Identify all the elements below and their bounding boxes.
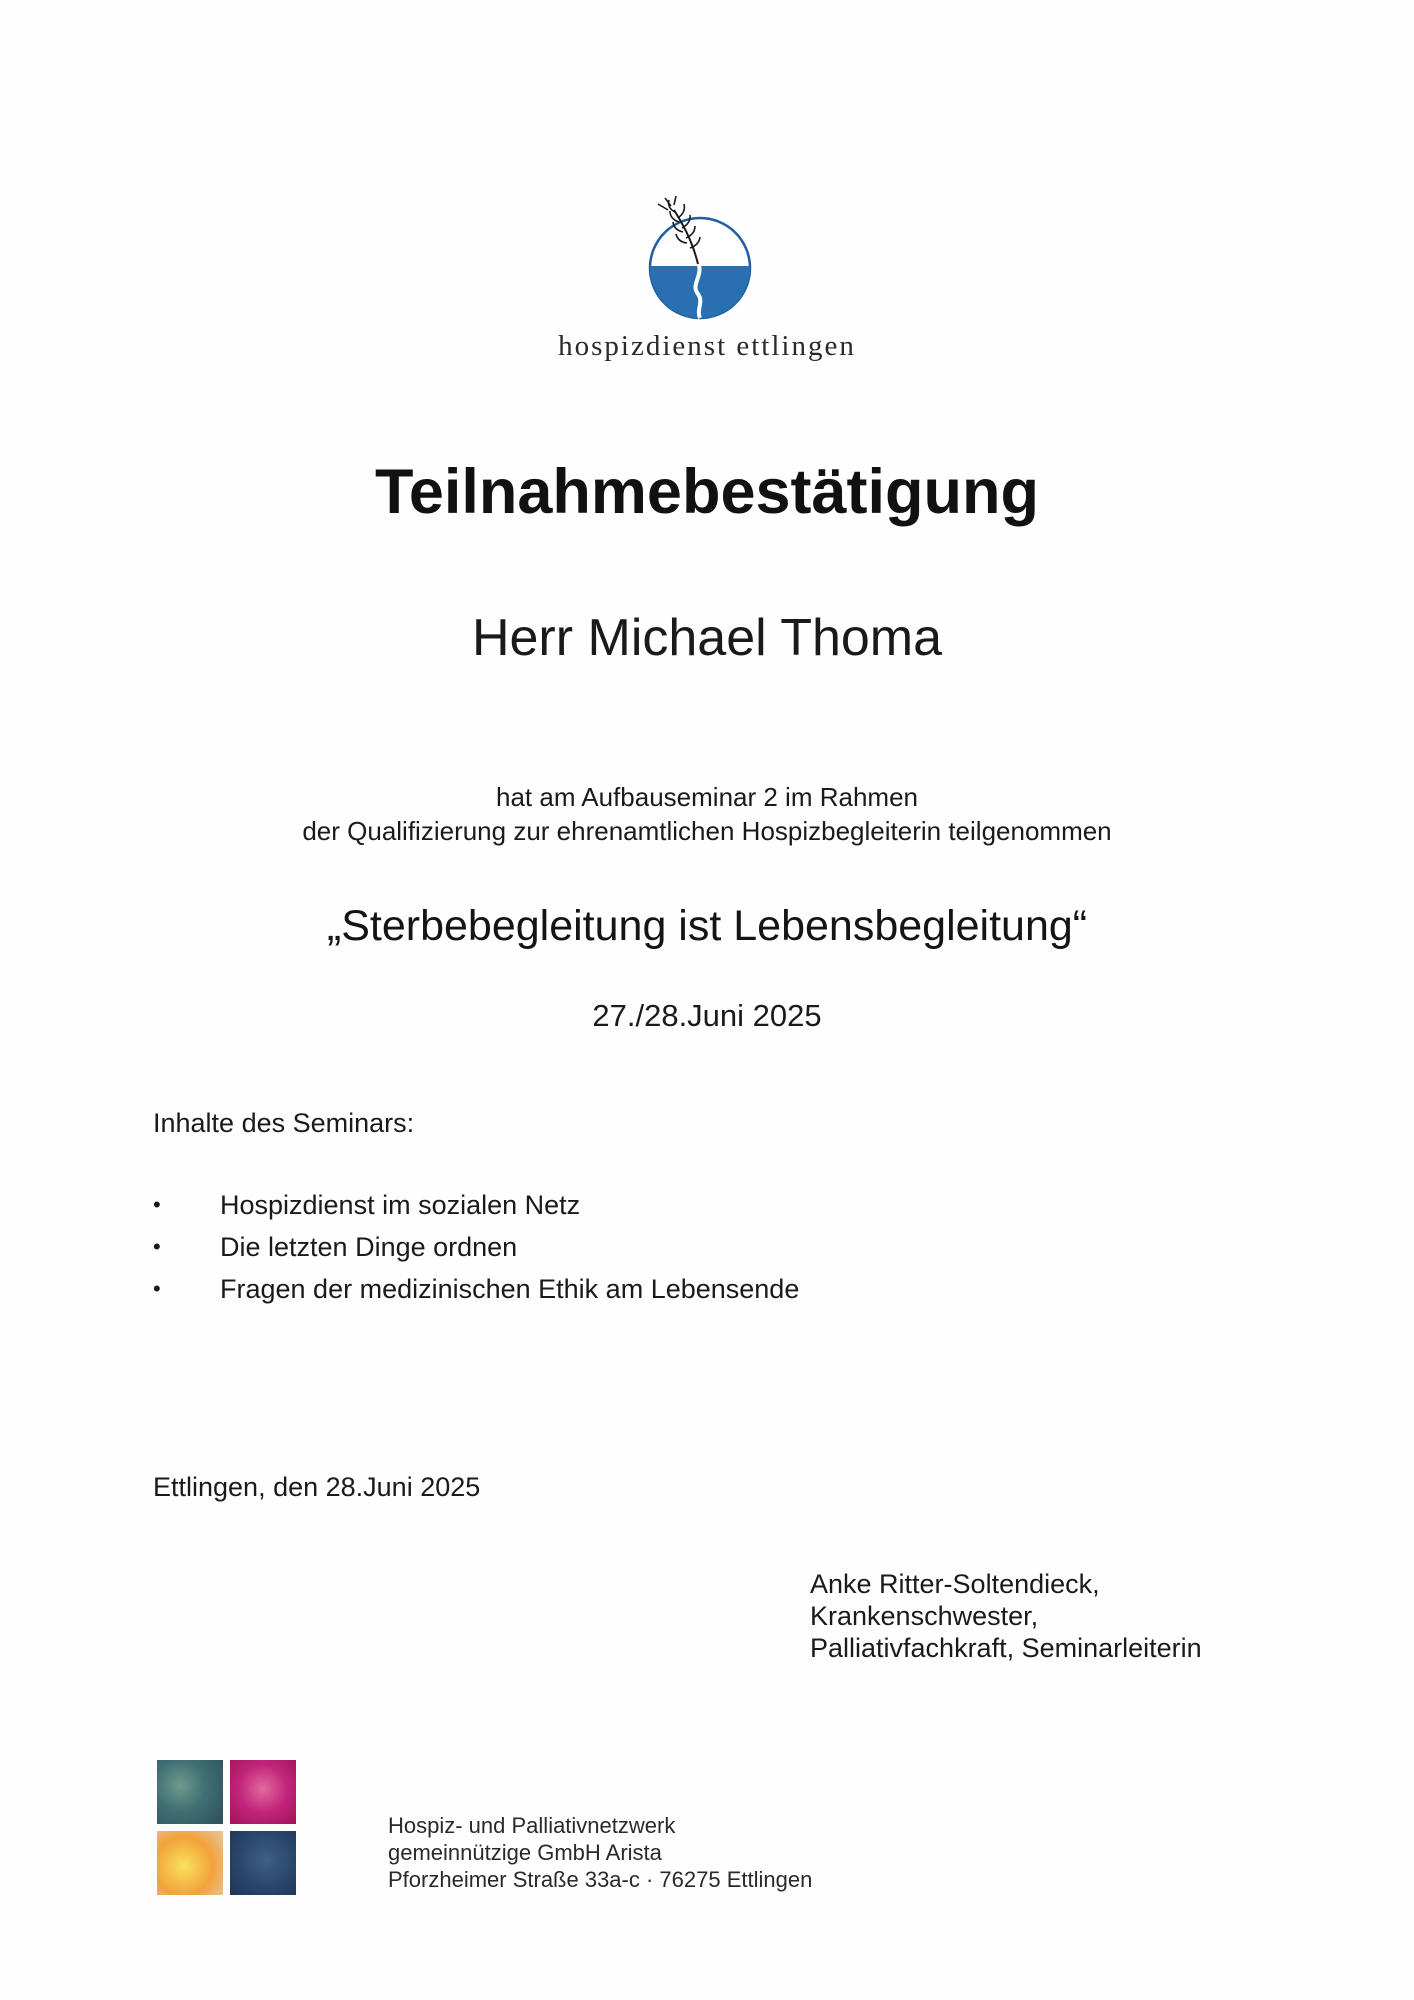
document-title: Teilnahmebestätigung xyxy=(375,457,1039,527)
signatory-name: Anke Ritter-Soltendieck, xyxy=(810,1569,1100,1599)
seminar-title: „Sterbebegleitung ist Lebensbegleitung“ xyxy=(326,902,1088,950)
footer-address xyxy=(388,1812,812,1893)
list-item xyxy=(153,1268,799,1310)
bullet-icon: • xyxy=(153,1234,161,1259)
intro-line: der Qualifizierung zur ehrenamtlichen Hospizbegleiterin teilgenommen xyxy=(302,816,1112,846)
topic-list xyxy=(153,1184,799,1310)
bullet-icon: • xyxy=(153,1192,161,1217)
signatory-role: Krankenschwester, xyxy=(810,1601,1039,1631)
organization-name: hospizdienst ettlingen xyxy=(558,330,856,362)
signatory-block xyxy=(810,1568,1202,1664)
colored-squares-logo-icon xyxy=(157,1760,299,1898)
intro-line: hat am Aufbauseminar 2 im Rahmen xyxy=(496,782,918,812)
logo-square-navy xyxy=(230,1831,296,1895)
contents-heading: Inhalte des Seminars: xyxy=(153,1108,415,1138)
signatory-role: Palliativfachkraft, Seminarleiterin xyxy=(810,1633,1202,1663)
address-line: Pforzheimer Straße 33a-c · 76275 Ettlingen xyxy=(388,1867,813,1892)
intro-text xyxy=(0,780,1414,848)
topic-text: Hospizdienst im sozialen Netz xyxy=(220,1190,581,1220)
topic-text: Die letzten Dinge ordnen xyxy=(220,1232,518,1262)
place-and-date: Ettlingen, den 28.Juni 2025 xyxy=(153,1472,481,1502)
participant-name: Herr Michael Thoma xyxy=(471,609,943,667)
topic-text: Fragen der medizinischen Ethik am Lebensende xyxy=(220,1274,800,1304)
address-line: Hospiz- und Palliativnetzwerk xyxy=(388,1813,676,1838)
wheat-ear-in-circle-icon xyxy=(644,196,756,322)
logo-square-teal xyxy=(157,1760,223,1824)
address-line: gemeinnützige GmbH Arista xyxy=(388,1840,662,1865)
bullet-icon: • xyxy=(153,1276,161,1301)
seminar-date: 27./28.Juni 2025 xyxy=(592,998,822,1033)
list-item xyxy=(153,1226,799,1268)
logo-square-magenta xyxy=(230,1760,296,1824)
list-item xyxy=(153,1184,799,1226)
logo-square-yellow xyxy=(157,1831,223,1895)
